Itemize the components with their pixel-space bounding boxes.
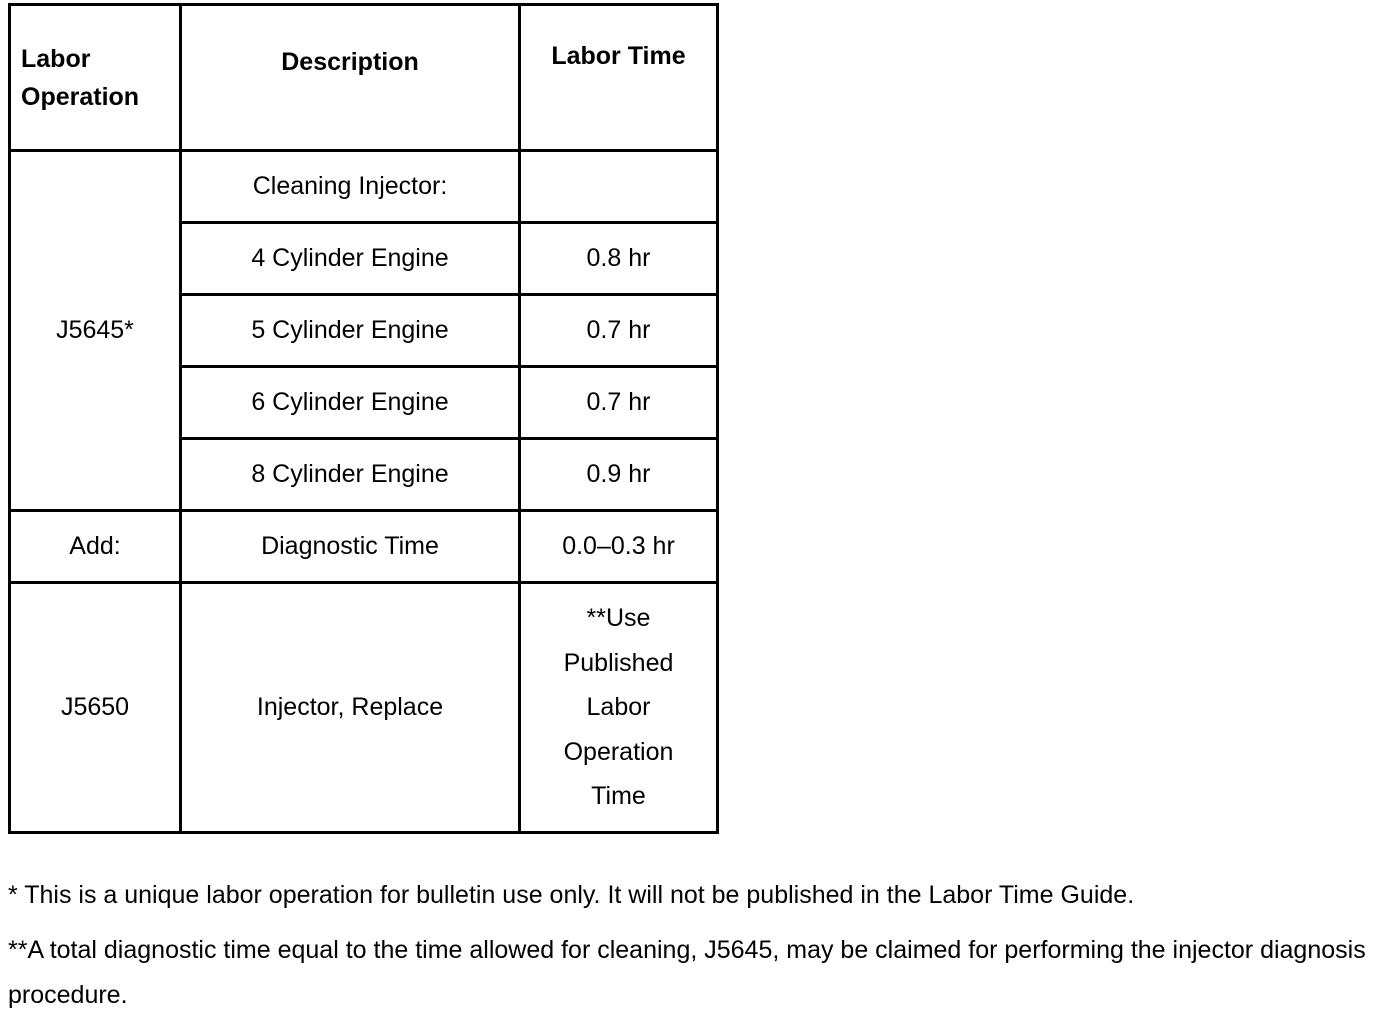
table-row [10, 511, 718, 583]
op-code-add: Add: [10, 511, 181, 583]
footnote-unique-labor-op: * This is a unique labor operation for bulletin use only. It will not be published in the Labor Time Guide. [8, 881, 1135, 909]
header-labor-operation [10, 5, 181, 151]
row-description: 5 Cylinder Engine [181, 295, 520, 367]
row-description: 8 Cylinder Engine [181, 439, 520, 511]
row-labor-time: 0.9 hr [520, 439, 718, 511]
row-labor-time: 0.7 hr [520, 367, 718, 439]
table-row [10, 151, 718, 223]
row-description: Diagnostic Time [181, 511, 520, 583]
header-labor-operation-line2: Operation [21, 82, 140, 111]
row-labor-time: 0.8 hr [520, 223, 718, 295]
row-labor-time: 0.7 hr [520, 295, 718, 367]
row-labor-time: 0.0–0.3 hr [520, 511, 718, 583]
row-labor-time-multiline [520, 583, 718, 833]
table-row [10, 583, 718, 833]
time-line: Time [591, 782, 646, 811]
cleaning-subheading: Cleaning Injector: [181, 151, 520, 223]
labor-time-table [8, 3, 719, 834]
op-code-cleaning: J5645* [10, 151, 181, 511]
time-line: Labor [586, 693, 651, 722]
table-header-row [10, 5, 718, 151]
row-description: Injector, Replace [181, 583, 520, 833]
time-line: Operation [563, 737, 674, 766]
header-description: Description [181, 5, 520, 151]
row-description: 6 Cylinder Engine [181, 367, 520, 439]
header-labor-operation-line1: Labor [21, 44, 91, 73]
op-code-replace: J5650 [10, 583, 181, 833]
row-description: 4 Cylinder Engine [181, 223, 520, 295]
empty-cell [520, 151, 718, 223]
header-labor-time: Labor Time [520, 5, 718, 151]
footnote-diagnostic-time: **A total diagnostic time equal to the time allowed for cleaning, J5645, may be claimed for performing the injector diagnosis procedure. [8, 936, 1366, 1009]
time-line: Published [563, 648, 674, 677]
time-line: **Use [586, 604, 651, 633]
